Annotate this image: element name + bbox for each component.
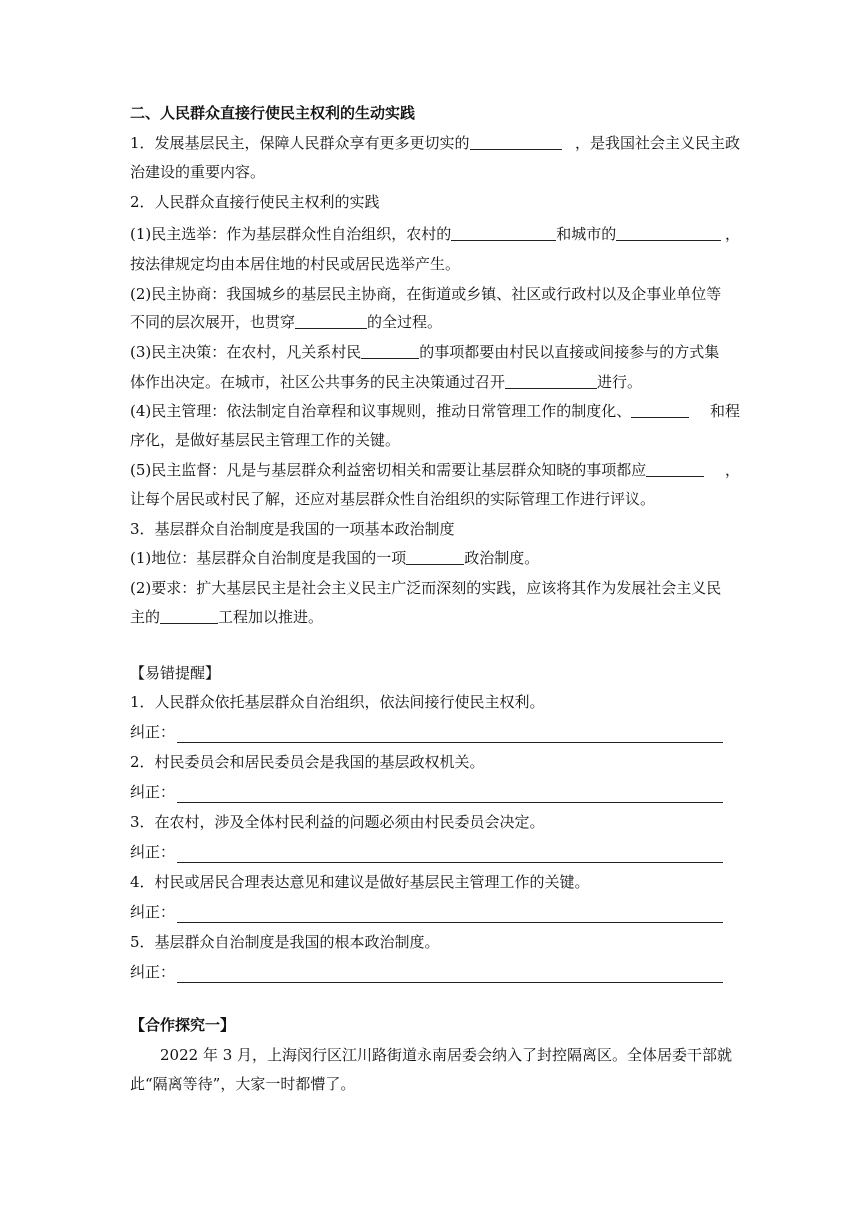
error-item: 1．人民群众依托基层群众自治组织，依法间接行使民主权利。 [130,693,545,711]
correction-label: 纠正： [130,903,176,921]
item-2-4-line-2: 序化，是做好基层民主管理工作的关键。 [130,431,401,449]
text: ， [724,461,740,479]
correction-blank[interactable] [177,966,723,983]
item-2-3-line-2 [130,371,740,393]
correction-label: 纠正： [130,963,176,981]
text: 工程加以推进。 [218,608,324,626]
text: 体作出决定。在城市，社区公共事务的民主决策通过召开 [130,373,506,391]
item-2-4-line-1 [130,400,740,422]
fill-blank[interactable] [470,134,562,150]
text: (1)民主选举：作为基层群众性自治组织，农村的 [130,225,452,243]
correction-line [130,721,723,743]
paragraph-1-line-2: 治建设的重要内容。 [130,163,266,181]
text: (5)民主监督：凡是与基层群众利益密切相关和需要让基层群众知晓的事项都应 [130,461,647,479]
fill-blank[interactable] [361,343,419,359]
text: 和城市的 [556,225,617,243]
text: (3)民主决策：在农村，凡关系村民 [130,343,362,361]
correction-line [130,901,723,923]
correction-line [130,781,723,803]
item-2-3-line-1 [130,341,740,363]
text: 主的 [130,608,161,626]
fill-blank[interactable] [616,225,721,241]
text: (4)民主管理：依法制定自治章程和议事规则，推动日常管理工作的制度化、 [130,402,632,420]
fill-blank[interactable] [160,608,218,624]
text: ， [724,225,740,243]
item-2-5-line-2: 让每个居民或村民了解，还应对基层群众性自治组织的实际管理工作进行评议。 [130,490,656,508]
fill-blank[interactable] [646,461,704,477]
explore-heading: 【合作探究一】 [130,1016,236,1034]
item-2-2-line-1: (2)民主协商：我国城乡的基层民主协商，在街道或乡镇、社区或行政村以及企事业单位等 [130,285,722,303]
error-item: 3．在农村，涉及全体村民利益的问题必须由村民委员会决定。 [130,813,545,831]
correction-blank[interactable] [177,846,723,863]
text: 不同的层次展开，也贯穿 [130,313,296,331]
correction-label: 纠正： [130,843,176,861]
explore-paragraph-line-1: 2022 年 3 月，上海闵行区江川路街道永南居委会纳入了封控隔离区。全体居委干部就 [160,1046,733,1064]
item-3-2-line-2 [130,606,740,628]
text: ，是我国社会主义民主政 [574,134,740,152]
error-item: 5．基层群众自治制度是我国的根本政治制度。 [130,933,440,951]
text: 和程 [709,402,740,420]
correction-blank[interactable] [177,906,723,923]
error-item: 2．村民委员会和居民委员会是我国的基层政权机关。 [130,753,485,771]
errors-heading: 【易错提醒】 [130,664,221,682]
text: 政治制度。 [464,549,540,567]
item-2-1-line-1 [130,223,740,245]
paragraph-3-heading: 3．基层群众自治制度是我国的一项基本政治制度 [130,520,455,538]
paragraph-2-heading: 2．人民群众直接行使民主权利的实践 [130,193,380,211]
item-3-1 [130,547,740,569]
text: 的事项都要由村民以直接或间接参与的方式集 [419,343,720,361]
correction-line [130,841,723,863]
fill-blank[interactable] [505,373,597,389]
paragraph-1-line-1 [130,132,740,154]
correction-label: 纠正： [130,723,176,741]
correction-line [130,961,723,983]
text: 的全过程。 [367,313,443,331]
text: (1)地位：基层群众自治制度是我国的一项 [130,549,407,567]
fill-blank[interactable] [631,402,689,418]
item-2-1-line-2: 按法律规定均由本居住地的村民或居民选举产生。 [130,255,461,273]
explore-paragraph-line-2: 此“隔离等待”，大家一时都懵了。 [130,1075,356,1093]
correction-label: 纠正： [130,783,176,801]
fill-blank[interactable] [406,549,464,565]
section-heading: 二、人民群众直接行使民主权利的生动实践 [130,104,416,122]
item-2-2-line-2 [130,311,740,333]
item-2-5-line-1 [130,459,740,481]
error-item: 4．村民或居民合理表达意见和建议是做好基层民主管理工作的关键。 [130,873,590,891]
correction-blank[interactable] [177,726,723,743]
fill-blank[interactable] [295,313,367,329]
item-3-2-line-1: (2)要求：扩大基层民主是社会主义民主广泛而深刻的实践，应该将其作为发展社会主义民 [130,579,722,597]
correction-blank[interactable] [177,786,723,803]
text: 进行。 [597,373,643,391]
text: 1．发展基层民主，保障人民群众享有更多更切实的 [130,134,470,152]
fill-blank[interactable] [451,225,556,241]
